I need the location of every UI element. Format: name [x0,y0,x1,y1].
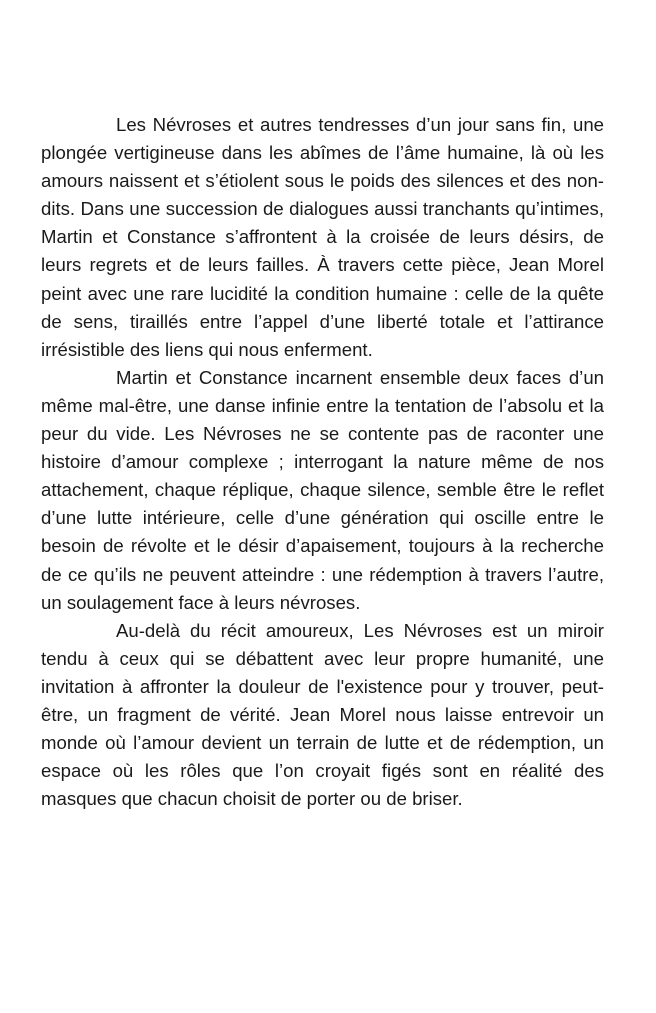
paragraph-2: Martin et Constance incarnent ensemble deux faces d’un même mal-être, une danse infinie entre la tentation de l’absolu et la peur du vide. Les Névroses ne se contente pas de raconter une histoire d’amour complexe ; interrogant la nature même de nos attachement, chaque réplique, chaque silence, semble être le reflet d’une lutte intérieure, celle d’une génération qui oscille entre le besoin de révolte et le désir d’apaisement, toujours à la recherche de ce qu’ils ne peuvent atteindre : une rédemption à travers l’autre, un soulagement face à leurs névroses. [41,366,604,613]
document-body [41,111,604,813]
paragraph-1: Les Névroses et autres tendresses d’un jour sans fin, une plongée vertigineuse dans les abîmes de l’âme humaine, là où les amours naissent et s’étiolent sous le poids des silences et des non-dits. Dans une succession de dialogues aussi tranchants qu’intimes, Martin et Constance s’affrontent à la croisée de leurs désirs, de leurs regrets et de leurs failles. À travers cette pièce, Jean Morel peint avec une rare lucidité la condition humaine : celle de la quête de sens, tiraillés entre l’appel d’une liberté totale et l’attirance irrésistible des liens qui nous enferment. [41,114,604,360]
paragraph-3: Au-delà du récit amoureux, Les Névroses est un miroir tendu à ceux qui se débattent avec leur propre humanité, une invitation à affronter la douleur de l'existence pour y trouver, peut-être, un fragment de vérité. Jean Morel nous laisse entrevoir un monde où l’amour devient un terrain de lutte et de rédemption, un espace où les rôles que l’on croyait figés sont en réalité des masques que chacun choisit de porter ou de briser. [41,619,604,810]
